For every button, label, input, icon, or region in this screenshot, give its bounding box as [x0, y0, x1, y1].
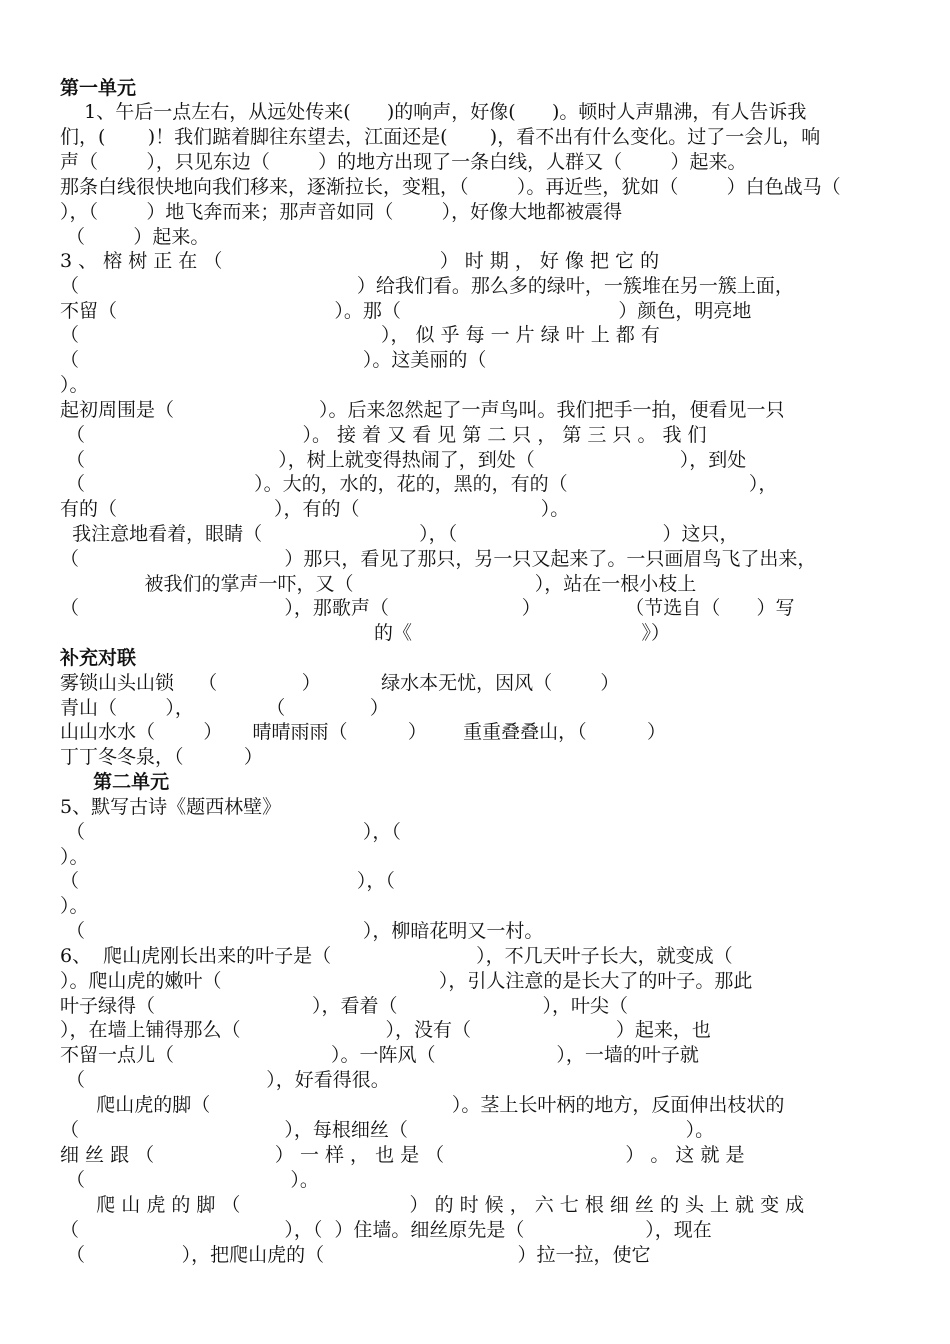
text-line: （ ）， 似 乎 每 一 片 绿 叶 上 都 有 [60, 324, 660, 346]
text-line: 爬山虎的脚（ ）。茎上长叶柄的地方，反面伸出枝状的 [60, 1094, 785, 1116]
unit-1-heading: 第一单元 [60, 77, 137, 99]
text-line: 被我们的掌声一吓，又（ ），站在一根小枝上 [60, 573, 697, 595]
text-line: ）。 [60, 846, 89, 868]
text-line: （ ）给我们看。那么多的绿叶，一簇堆在另一簇上面， [60, 275, 794, 297]
text-line: （ ）。 接 着 又 看 见 第 二 只 ， 第 三 只 。 我 们 [60, 424, 707, 446]
text-line: 的《 》） [60, 622, 671, 644]
text-line: 3 、 榕 树 正 在 （ ） 时 期 ， 好 像 把 它 的 [60, 250, 660, 272]
text-line: 1、午后一点左右，从远处传来( )的响声，好像( )。顿时人声鼎沸，有人告诉我 [60, 101, 807, 123]
text-line: ），（ ）地飞奔而来；那声音如同（ ），好像大地都被震得 [60, 201, 623, 223]
text-line: 有的（ ），有的（ ）。 [60, 498, 570, 520]
text-line: 我注意地看着，眼睛（ ），（ ）这只， [60, 523, 739, 545]
text-line: （ ），好看得很。 [60, 1069, 390, 1091]
text-line: ）。 [60, 895, 89, 917]
text-line: 细 丝 跟 （ ） 一 样 ， 也 是 （ ） 。 这 就 是 [60, 1144, 745, 1166]
text-line: 起初周围是（ ）。后来忽然起了一声鸟叫。我们把手一拍，便看见一只 [60, 399, 785, 421]
section-heading-couplets: 补充对联 [60, 647, 137, 669]
text-line: （ ），每根细丝（ ）。 [60, 1119, 715, 1141]
text-line: 丁丁冬冬泉，（ ） [60, 746, 263, 768]
text-line: 们，( )！我们踮着脚往东望去，江面还是( )，看不出有什么变化。过了一会儿，响 [60, 126, 821, 148]
text-line: 6、 爬山虎刚长出来的叶子是（ ），不几天叶子长大，就变成（ [60, 945, 733, 967]
text-line: （ ），柳暗花明又一村。 [60, 920, 544, 942]
text-line: 雾锁山头山锁 （ ） 绿水本无忧，因风（ ） [60, 672, 620, 694]
text-line: （ ）。这美丽的（ [60, 349, 487, 371]
text-line: 叶子绿得（ ），看着（ ），叶尖（ [60, 995, 628, 1017]
text-line: （ ），（ [60, 821, 401, 843]
text-line: （ ），（ ）住墙。细丝原先是（ ），现在 [60, 1219, 712, 1241]
text-line: （ ）。 [60, 1169, 319, 1191]
text-line: 不留（ ）。那（ ）颜色，明亮地 [60, 300, 752, 322]
text-line: 那条白线很快地向我们移来，逐渐拉长，变粗，（ ）。再近些，犹如（ ）白色战马（ [60, 176, 841, 198]
text-line: 5、默写古诗《题西林壁》 [60, 796, 282, 818]
text-line: 声（ ），只见东边（ ）的地方出现了一条白线，人群又（ ）起来。 [60, 151, 747, 173]
text-line: （ ），那歌声（ ） （节选自（ ）写 [60, 597, 795, 619]
text-line: ），在墙上铺得那么（ ），没有（ ）起来，也 [60, 1019, 711, 1041]
text-line: （ ）起来。 [60, 226, 210, 248]
text-line: （ ），（ [60, 870, 395, 892]
text-line: （ ），把爬山虎的（ ）拉一拉，使它 [60, 1244, 651, 1266]
text-line: （ ）那只，看见了那只，另一只又起来了。一只画眉鸟飞了出来， [60, 548, 817, 570]
unit-2-heading: 第二单元 [60, 771, 170, 793]
text-line: 青山（ ）， （ ） [60, 697, 389, 719]
text-line: 爬 山 虎 的 脚 （ ） 的 时 候 ， 六 七 根 细 丝 的 头 上 就 变 成 [60, 1194, 805, 1216]
text-line: （ ）。大的，水的，花的，黑的，有的（ ）， [60, 473, 778, 495]
text-line: ）。爬山虎的嫩叶（ ），引人注意的是长大了的叶子。那此 [60, 970, 753, 992]
text-line: ）。 [60, 374, 89, 396]
text-line: 山山水水（ ） 晴晴雨雨（ ） 重重叠叠山，（ ） [60, 721, 667, 743]
text-line: （ ），树上就变得热闹了，到处（ ），到处 [60, 449, 747, 471]
text-line: 不留一点儿（ ）。一阵风（ ），一墙的叶子就 [60, 1044, 699, 1066]
